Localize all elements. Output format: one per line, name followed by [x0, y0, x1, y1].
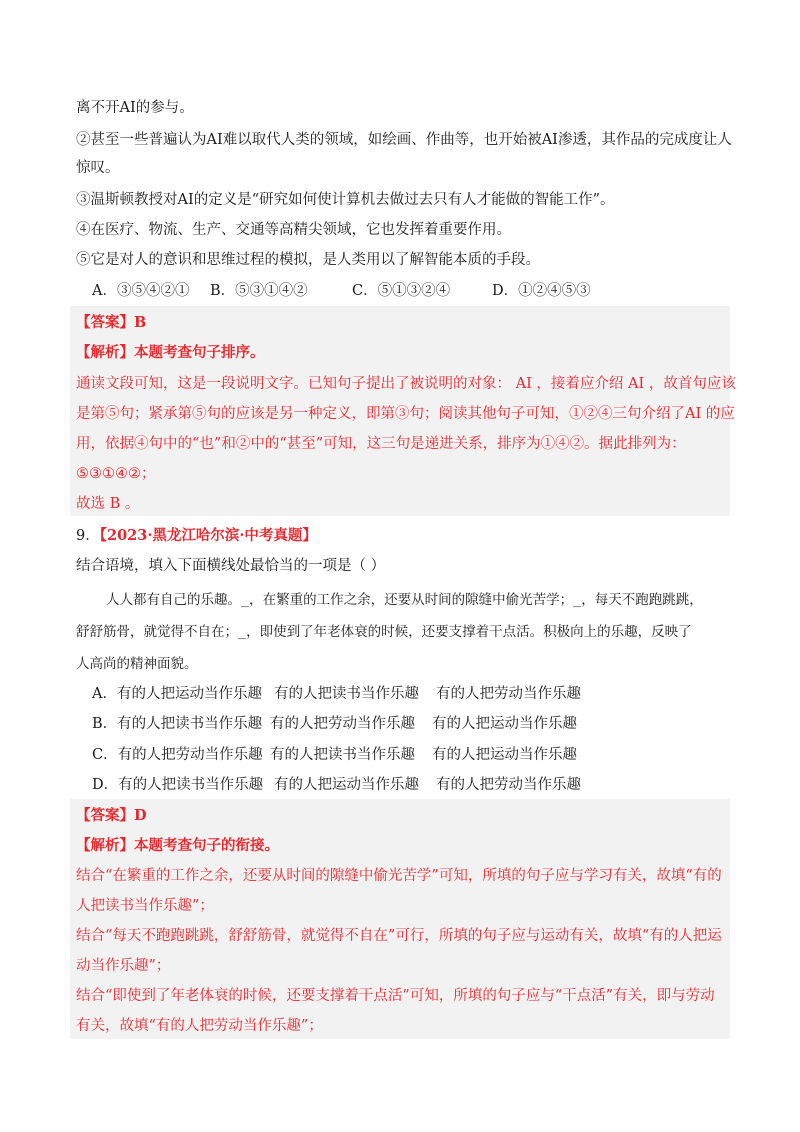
q8-option-d: D．①②④⑤③	[492, 283, 591, 299]
q9-analysis-line: 人把读书当作乐趣”；	[76, 898, 214, 914]
q8-option-c: C．⑤①③②④	[352, 283, 451, 299]
q8-item-2-cont: 惊叹。	[76, 160, 120, 176]
q9-passage-line: 人人都有自己的乐趣。_，在繁重的工作之余，还要从时间的隙缝中偷光苦学；_，每天不跑跑跳跳，	[106, 592, 703, 608]
option-part: 有的人把劳动当作乐趣	[436, 686, 581, 702]
q9-option-c	[92, 745, 742, 765]
option-part: 有的人把运动当作乐趣	[432, 747, 577, 763]
q9-analysis-line: 有关，故填“有的人把劳动当作乐趣”；	[76, 1018, 323, 1034]
q8-analysis-line: ⑤③①④②；	[76, 466, 156, 482]
q8-analysis-line: 是第⑤句；紧承第⑤句的应该是另一种定义，即第③句；阅读其他句子可知，①②④三句介绍了AI 的应	[76, 406, 735, 422]
option-part: A．有的人把运动当作乐趣	[92, 686, 262, 702]
option-part: 有的人把劳动当作乐趣	[270, 716, 415, 732]
option-part: 有的人把运动当作乐趣	[432, 716, 577, 732]
option-part: 有的人把劳动当作乐趣	[436, 777, 581, 793]
q9-number: 9．	[76, 528, 100, 544]
q9-passage-line: 舒舒筋骨，就觉得不自在；_，即使到了年老体衰的时候，还要支撑着干点活。积极向上的乐趣，反映了	[76, 624, 692, 640]
q9-source: 【2023·黑龙江哈尔滨·中考真题】	[99, 527, 317, 544]
q9-passage-line: 人高尚的精神面貌。	[76, 656, 198, 672]
q9-option-a	[92, 684, 742, 704]
q8-line: 离不开AI的参与。	[76, 100, 194, 116]
q9-option-d	[92, 775, 742, 795]
q8-option-a: A．③⑤④②①	[92, 283, 190, 299]
q9-stem: 结合语境，填入下面横线处最恰当的一项是（ ）	[76, 558, 386, 574]
q9-analysis-line: 结合“在繁重的工作之余，还要从时间的隙缝中偷光苦学”可知，所填的句子应与学习有关，故填“有的	[76, 868, 722, 884]
option-part: 有的人把读书当作乐趣	[274, 686, 419, 702]
option-part: 有的人把读书当作乐趣	[270, 747, 415, 763]
q9-analysis-line: 结合“即使到了年老体衰的时候，还要支撑着干点活”可知，所填的句子应与“干点活”有关，即与劳动	[76, 988, 715, 1004]
q8-analysis-line: 故选 B 。	[76, 496, 140, 512]
q8-analysis-line: 用，依据④句中的“也”和②中的“甚至”可知，这三句是递进关系，排序为①④②。据此排列为：	[76, 436, 686, 452]
q9-answer: 【答案】D	[76, 807, 147, 824]
option-part: C．有的人把劳动当作乐趣	[92, 747, 263, 763]
q8-analysis-line: 通读文段可知，这是一段说明文字。已知句子提出了被说明的对象： AI ，接着应介绍 AI ，故首句应该	[76, 376, 736, 392]
q9-heading	[76, 526, 726, 546]
option-part: B．有的人把读书当作乐趣	[92, 716, 263, 732]
q8-item-5: ⑤它是对人的意识和思维过程的模拟，是人类用以了解智能本质的手段。	[76, 252, 540, 268]
option-part: 有的人把运动当作乐趣	[274, 777, 419, 793]
q9-analysis-line: 结合“每天不跑跑跳跳，舒舒筋骨，就觉得不自在”可行，所填的句子应与运动有关，故填“有的人把运	[76, 928, 722, 944]
option-part: D．有的人把读书当作乐趣	[92, 777, 264, 793]
q8-item-3: ③温斯顿教授对AI的定义是“研究如何使计算机去做过去只有人才能做的智能工作”。	[76, 192, 615, 208]
q8-answer: 【答案】B	[76, 314, 147, 331]
q8-item-2: ②甚至一些普遍认为AI难以取代人类的领域，如绘画、作曲等，也开始被AI渗透，其作品的完成度让人	[76, 132, 732, 148]
q9-analysis-line: 动当作乐趣”；	[76, 958, 171, 974]
q8-item-4: ④在医疗、物流、生产、交通等高精尖领域，它也发挥着重要作用。	[76, 222, 511, 238]
q9-analysis-title: 【解析】本题考查句子的衔接。	[76, 837, 279, 854]
q8-option-b: B．⑤③①④②	[210, 283, 308, 299]
q8-analysis-title: 【解析】本题考查句子排序。	[76, 344, 265, 361]
q8-options	[92, 281, 742, 301]
q9-option-b	[92, 714, 742, 734]
